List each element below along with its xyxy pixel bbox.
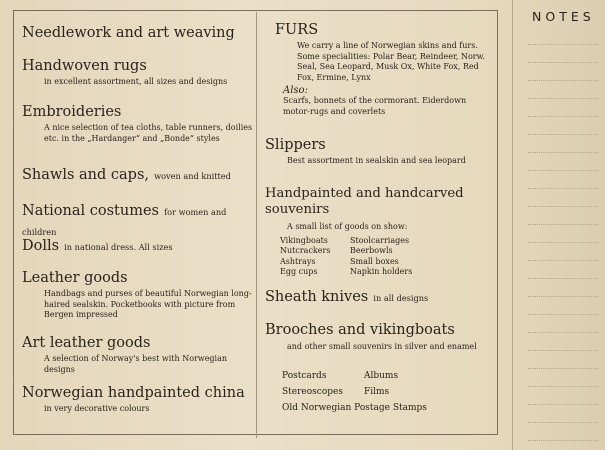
shawls-desc: woven and knitted (154, 171, 231, 181)
note-line (528, 98, 598, 99)
note-line (528, 332, 598, 333)
dolls-desc: in national dress. All sizes (64, 242, 173, 252)
knives-section (265, 286, 500, 306)
shawls-section (22, 164, 257, 184)
shawls-title: Shawls and caps, (22, 167, 149, 183)
furs-also-desc: Scarfs, bonnets of the cormorant. Eiderdown motor-rugs and coverlets (283, 96, 467, 116)
costumes-title: National costumes (22, 203, 159, 219)
list-item: Nutcrackers (280, 246, 331, 255)
note-line (528, 440, 598, 441)
list-item: Albums (364, 371, 399, 381)
note-line (528, 134, 598, 135)
list-item: Egg cups (280, 267, 318, 276)
souvenirs-list (265, 236, 500, 278)
list-item: Old Norwegian Postage Stamps (282, 403, 427, 413)
leather-title: Leather goods (22, 270, 128, 286)
list-item: Small boxes (350, 256, 399, 266)
list-item: Stoolcarriages (350, 235, 410, 245)
note-line (528, 206, 598, 207)
note-line (528, 44, 598, 45)
embroideries-title: Embroideries (22, 104, 122, 120)
slippers-title: Slippers (265, 137, 326, 153)
souvenirs-title: Handpainted and handcarved souvenirs (265, 186, 464, 217)
embroideries-section (22, 104, 257, 144)
note-line (528, 278, 598, 279)
handwoven-title: Handwoven rugs (22, 58, 147, 74)
needlework-heading: Needlework and art weaving (22, 25, 235, 41)
list-item: Napkin holders (350, 267, 413, 276)
brooches-desc: and other small souvenirs in silver and enamel (287, 342, 477, 351)
furs-also-label: Also: (283, 85, 308, 96)
slippers-section (265, 137, 500, 167)
note-line (528, 80, 598, 81)
fold-line (512, 0, 513, 450)
note-line (528, 116, 598, 117)
notes-title: NOTES (532, 9, 595, 24)
brooches-section (265, 322, 500, 353)
brooches-title: Brooches and vikingboats (265, 322, 455, 338)
note-line (528, 260, 598, 261)
misc-list (265, 368, 500, 416)
list-item: Films (364, 387, 390, 397)
note-line (528, 368, 598, 369)
note-line (528, 296, 598, 297)
china-section (22, 385, 257, 415)
handwoven-desc: in excellent assortment, all sizes and designs (44, 77, 228, 86)
note-line (528, 404, 598, 405)
souvenirs-section (265, 186, 500, 278)
note-line (528, 152, 598, 153)
list-item: Postcards (282, 371, 327, 381)
furs-title: FURS (275, 22, 319, 38)
knives-desc: in all designs (373, 293, 429, 303)
note-line (528, 422, 598, 423)
china-desc: in very decorative colours (44, 404, 150, 413)
art-leather-desc: A selection of Norway's best with Norwegian designs (44, 354, 228, 374)
note-line (528, 188, 598, 189)
souvenirs-desc: A small list of goods on show: (287, 222, 408, 231)
costumes-desc: for women and children (22, 207, 227, 237)
note-line (528, 350, 598, 351)
art-leather-title: Art leather goods (22, 335, 151, 351)
furs-desc: We carry a line of Norwegian skins and furs. Some specialities: Polar Bear, Reindeer, Norw. Seal, Sea Leopard, Musk Ox, White Fox, Red Fox, Ermine, Lynx (297, 41, 486, 82)
list-item: Ashtrays (280, 256, 316, 266)
list-item: Stereoscopes (282, 387, 343, 397)
embroideries-desc: A nice selection of tea cloths, table runners, doilies etc. in the „Hardanger“ and „Bonde“ styles (44, 123, 253, 143)
slippers-desc: Best assortment in sealskin and sea leopard (287, 156, 466, 165)
note-line (528, 170, 598, 171)
note-line (528, 386, 598, 387)
leather-desc: Handbags and purses of beautiful Norwegian long-haired sealskin. Pocketbooks with picture from Bergen impressed (44, 289, 252, 319)
note-line (528, 224, 598, 225)
dolls-section (22, 235, 257, 255)
note-line (528, 62, 598, 63)
dolls-title: Dolls (22, 238, 60, 254)
art-leather-section (22, 335, 257, 375)
leather-section (22, 270, 257, 321)
handwoven-section (22, 58, 257, 88)
china-title: Norwegian handpainted china (22, 385, 245, 401)
knives-title: Sheath knives (265, 289, 369, 305)
list-item: Beerbowls (350, 246, 393, 255)
furs-section (265, 22, 500, 117)
costumes-section (22, 200, 257, 239)
note-line (528, 242, 598, 243)
note-line (528, 314, 598, 315)
list-item: Vikingboats (280, 235, 328, 245)
